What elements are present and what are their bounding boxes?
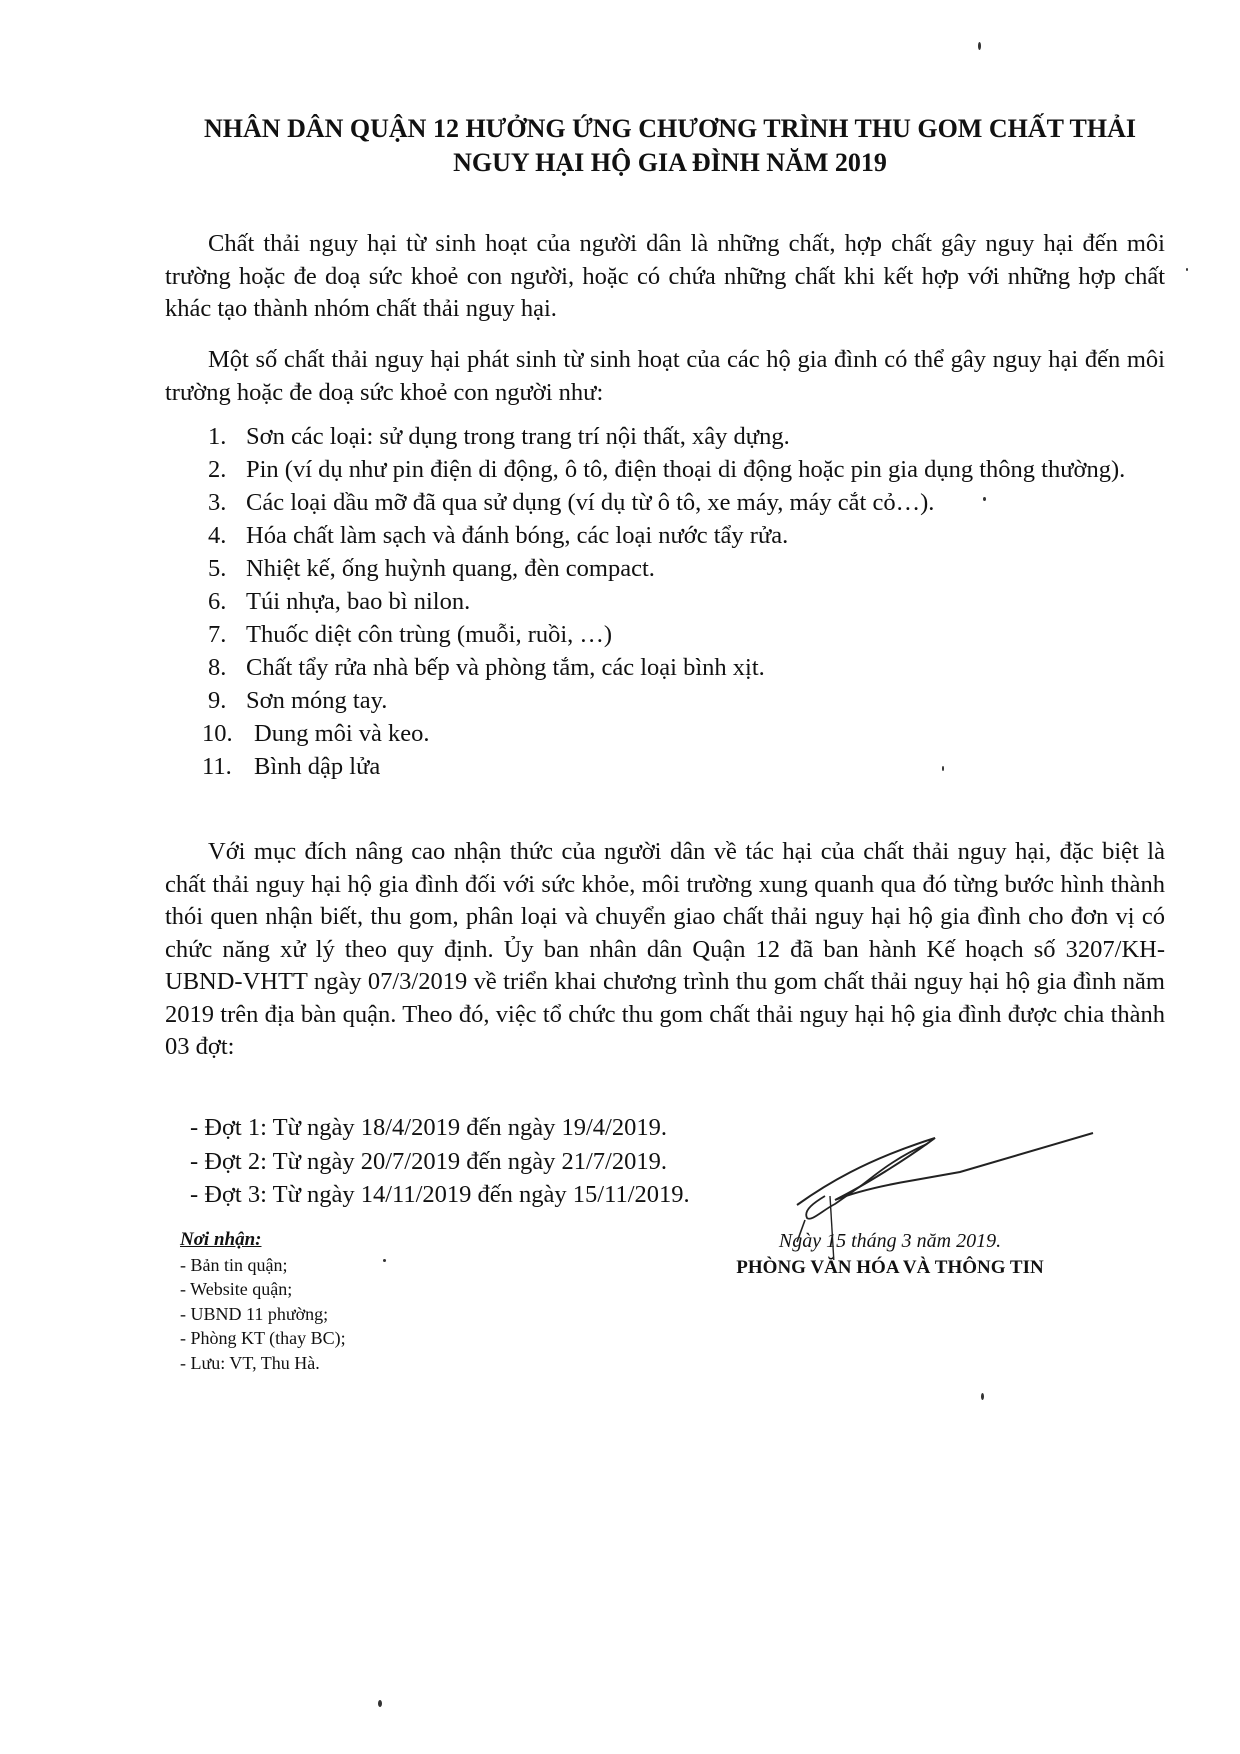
list-item: 2. Pin (ví dụ như pin điện di động, ô tô, điện thoại di động hoặc pin gia dụng thông thường). <box>208 456 1126 483</box>
list-item: 3. Các loại dầu mỡ đã qua sử dụng (ví dụ từ ô tô, xe máy, máy cắt cỏ…). <box>208 489 935 516</box>
recipient-item: - Phòng KT (thay BC); <box>180 1328 346 1348</box>
round-item: - Đợt 1: Từ ngày 18/4/2019 đến ngày 19/4/2019. <box>190 1114 667 1141</box>
recipient-item: - Website quận; <box>180 1279 293 1299</box>
list-item: 1. Sơn các loại: sử dụng trong trang trí nội thất, xây dựng. <box>208 423 790 450</box>
list-item: 10. Dung môi và keo. <box>202 720 430 747</box>
intro-paragraph: Chất thải nguy hại từ sinh hoạt của người dân là những chất, hợp chất gây nguy hại đến môi trường hoặc đe doạ sức khoẻ con người, hoặc có chứa những chất khi kết hợp với những hợp chất khác tạo thành nhóm chất thải nguy hại. <box>165 230 1165 322</box>
list-item: 11. Bình dập lửa <box>202 753 381 780</box>
list-item: 5. Nhiệt kế, ống huỳnh quang, đèn compact. <box>208 555 655 582</box>
list-item: 8. Chất tẩy rửa nhà bếp và phòng tắm, các loại bình xịt. <box>208 654 765 681</box>
list-item: 9. Sơn móng tay. <box>208 687 388 714</box>
round-item: - Đợt 2: Từ ngày 20/7/2019 đến ngày 21/7/2019. <box>190 1147 667 1175</box>
scan-speck <box>978 42 981 50</box>
scan-speck <box>983 497 986 501</box>
recipients-block <box>180 1228 540 1375</box>
scan-speck <box>981 1393 984 1400</box>
recipient-item: - UBND 11 phường; <box>180 1303 329 1324</box>
list-intro-paragraph: Một số chất thải nguy hại phát sinh từ sinh hoạt của các hộ gia đình có thể gây nguy hại đến môi trường hoặc đe doạ sức khoẻ con người như: <box>165 346 1165 406</box>
recipients-heading: Nơi nhận: <box>180 1229 262 1250</box>
scan-speck <box>1186 268 1188 271</box>
recipient-item: - Bản tin quận; <box>180 1254 288 1275</box>
purpose-paragraph: Với mục đích nâng cao nhận thức của người dân về tác hại của chất thải nguy hại, đặc biệt là chất thải nguy hại hộ gia đình đối với sức khỏe, môi trường xung quanh qua đó từng bước hình thành thói quen nhận biết, thu gom, phân loại và chuyển giao chất thải nguy hại hộ gia đình cho đơn vị có chức năng xử lý theo quy định. Ủy ban nhân dân Quận 12 đã ban hành Kế hoạch số 3207/KH-UBND-VHTT ngày 07/3/2019 về triển khai chương trình thu gom chất thải nguy hại hộ gia đình năm 2019 trên địa bàn quận. Theo đó, việc tổ chức thu gom chất thải nguy hại hộ gia đình được chia thành 03 đợt: <box>165 838 1165 1060</box>
round-item: - Đợt 3: Từ ngày 14/11/2019 đến ngày 15/11/2019. <box>190 1181 690 1208</box>
scan-speck <box>383 1259 386 1262</box>
list-item: 7. Thuốc diệt côn trùng (muỗi, ruồi, …) <box>208 621 613 648</box>
issue-date: Ngày 15 tháng 3 năm 2019. <box>778 1230 1002 1252</box>
hazardous-waste-list <box>202 420 1168 783</box>
issuing-office: PHÒNG VĂN HÓA VÀ THÔNG TIN <box>736 1257 1044 1278</box>
scan-speck <box>378 1700 382 1707</box>
scan-speck <box>942 766 944 771</box>
handwritten-signature <box>795 1130 1095 1260</box>
list-item: 6. Túi nhựa, bao bì nilon. <box>208 588 471 615</box>
recipients-list <box>180 1253 540 1376</box>
list-item: 4. Hóa chất làm sạch và đánh bóng, các loại nước tẩy rửa. <box>208 522 789 549</box>
recipient-item: - Lưu: VT, Thu Hà. <box>180 1352 320 1373</box>
document-title: NHÂN DÂN QUẬN 12 HƯỞNG ỨNG CHƯƠNG TRÌNH THU GOM CHẤT THẢI NGUY HẠI HỘ GIA ĐÌNH NĂM 2019 <box>204 114 1136 177</box>
